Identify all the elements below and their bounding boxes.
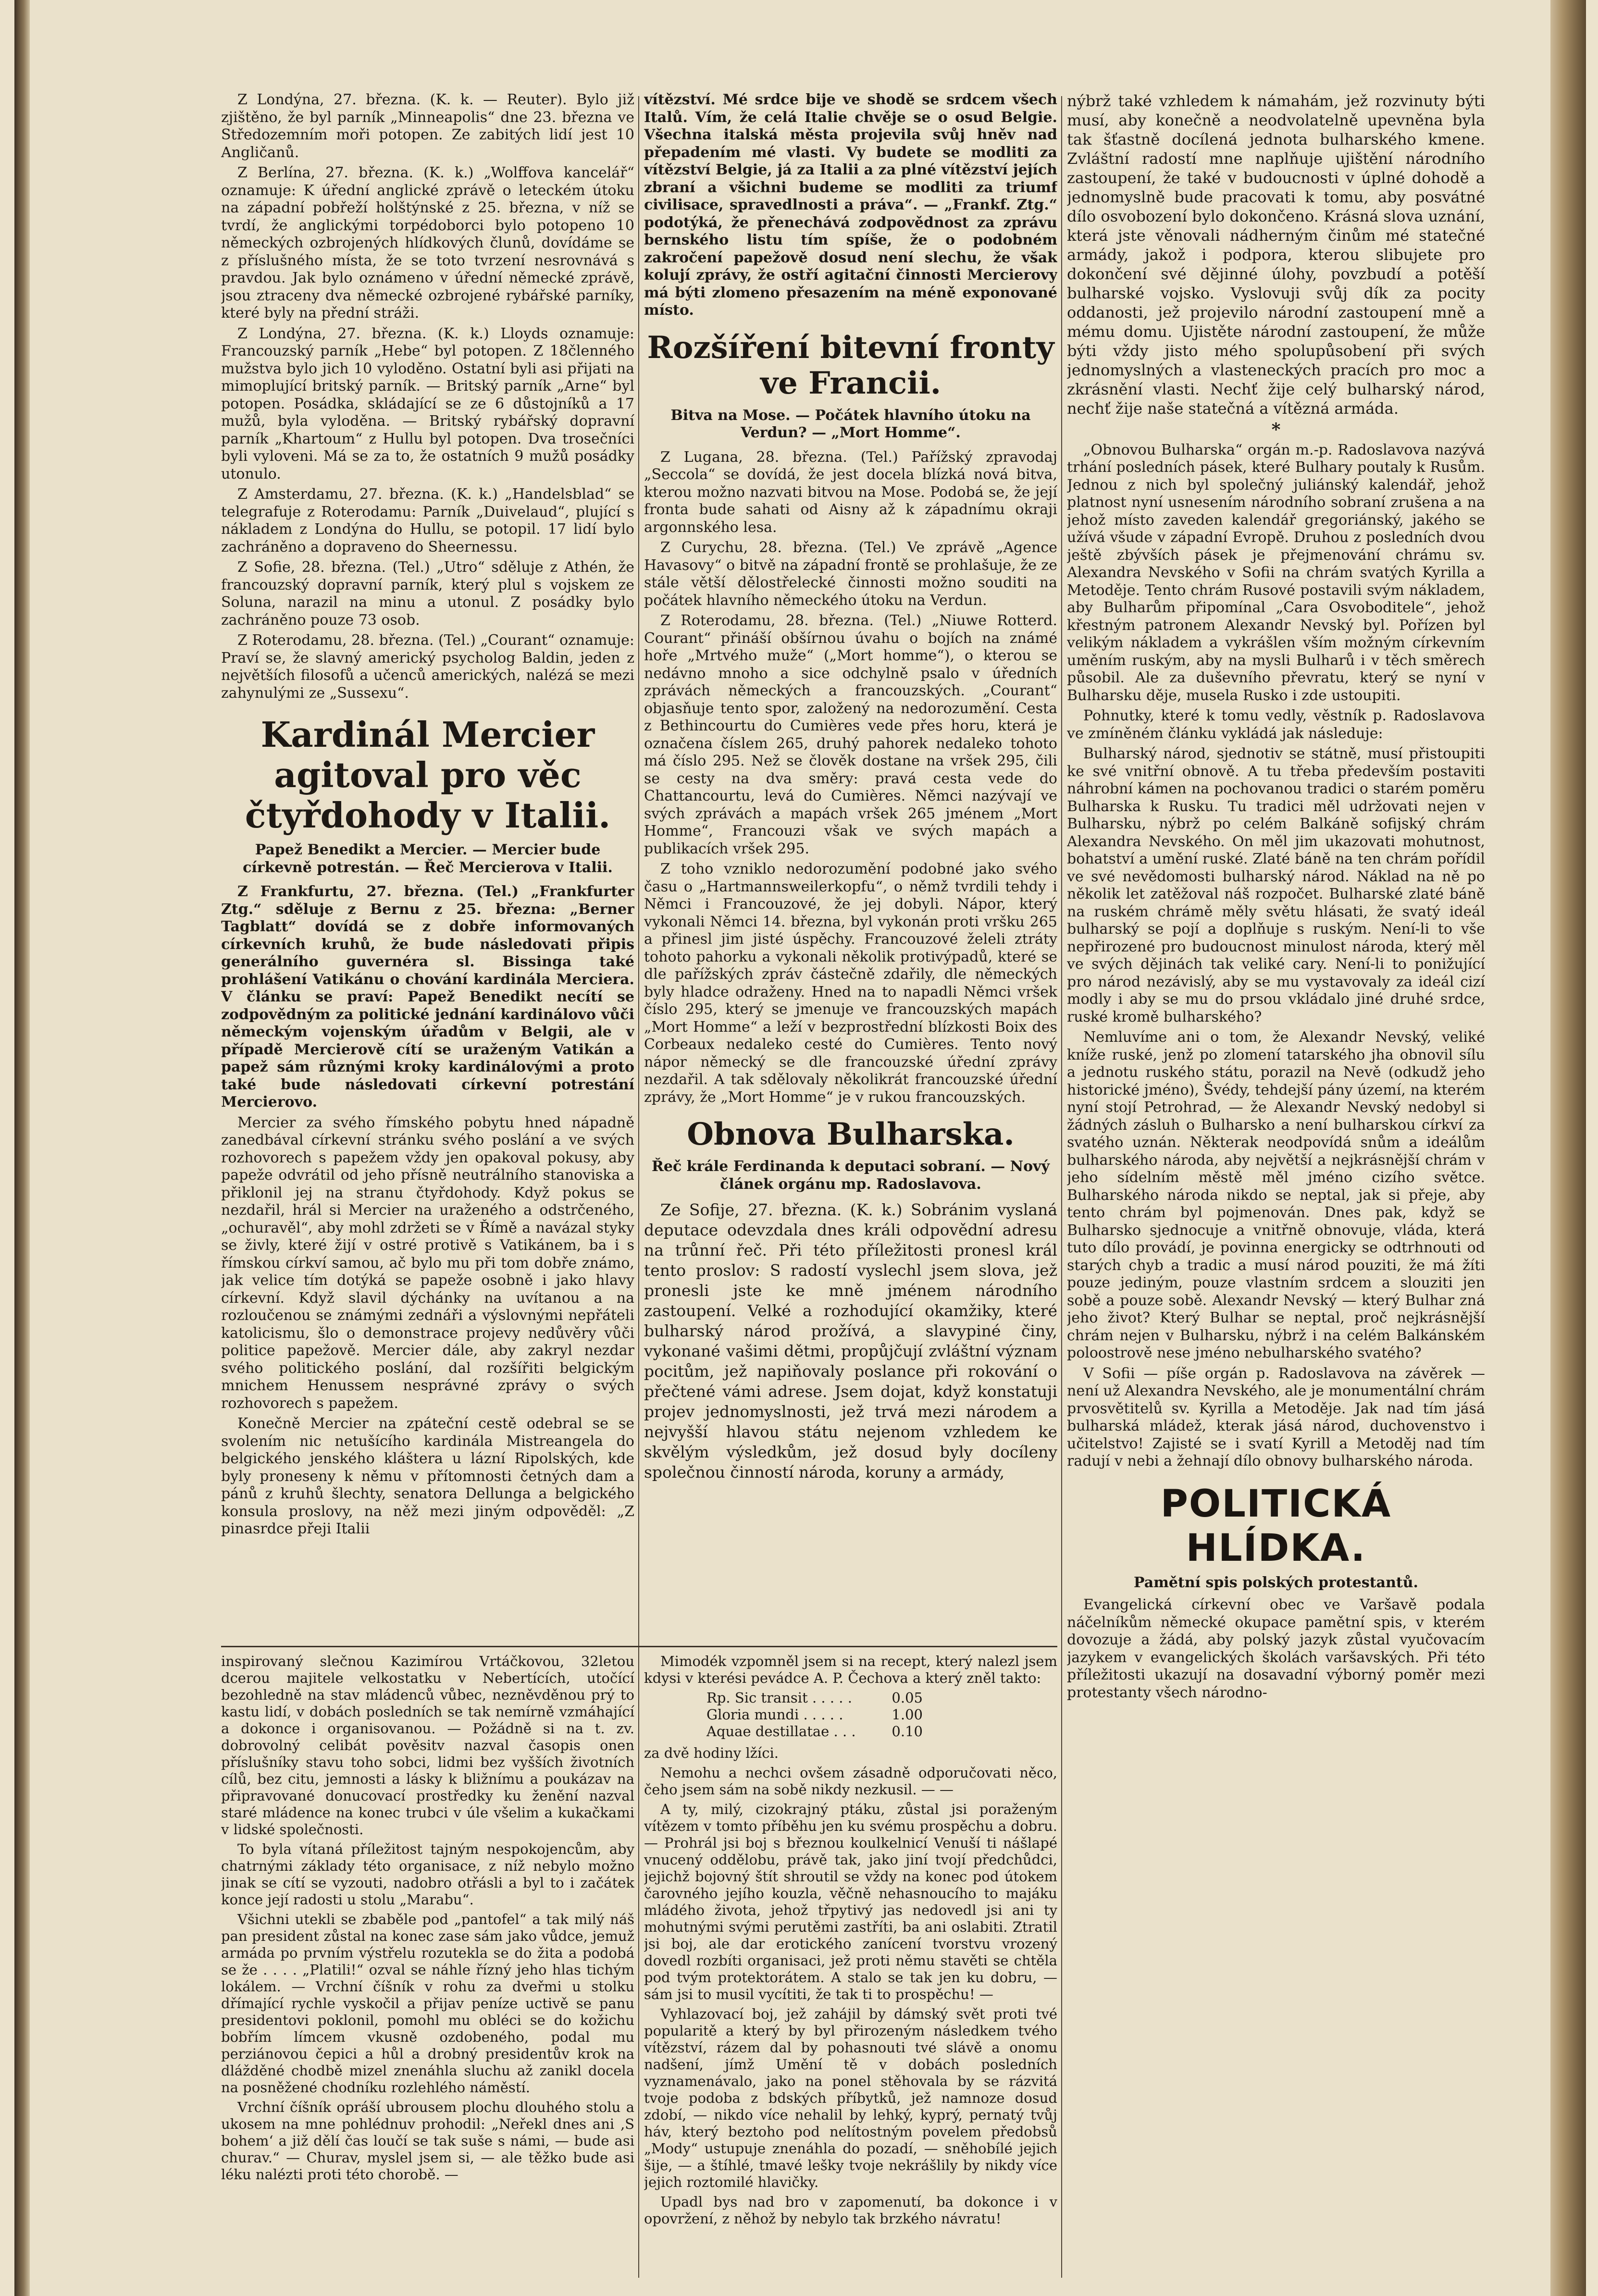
obnova-subheadline: Řeč krále Ferdinanda k deputaci sobraní. — Nový článek orgánu mp. Radoslavova. (652, 1158, 1050, 1193)
mercier-paragraph: Konečně Mercier na zpáteční cestě odebral se se svolením nic netušícího kardinála Mistreangela do belgického jenského kláštera u lázní Ripolských, kde byly proneseny k němu v přítomnosti četných dam a pánů z kruhů šlechty, senatora Dellunga a belgického konsula proslovy, na něž mezi jiným odpověděl: „Z pinasrdce přeji Italii (221, 1415, 634, 1537)
obnova-paragraph: Ze Sofije, 27. března. (K. k.) Sobránim vyslaná deputace odevzdala dnes králi odpovědní adresu na trůnní řeč. Při této příležitosti pronesl král tento proslov: S radostí vyslechl jsem slova, jež pronesli jste ke mně jménem národního zastoupení. Velké a rozhodující okamžiky, které bulharský národ prožívá, a slavypiné činy, vykonané vašimi dětmi, propůjčují zvláštní význam pocitům, jež napiňovaly poslance při rokování o přečtené vámi adrese. Jsem dojat, když konstatuji projev jednomyslnosti, jež trvá mezi národem a nejvyšší hlavou státu nejenom vzhledem ke skvělým výsledkům, jež dosud byly docíleny společnou činností národa, koruny a armády, (644, 1200, 1057, 1481)
binding-edge-left (14, 0, 30, 2296)
binding-edge-right (1550, 0, 1586, 2296)
feuilleton-paragraph: Upadl bys nad bro v zapomenutí, ba dokonce i v opovržení, z něhož by nebylo tak brzkého návratu! (644, 2194, 1057, 2227)
column-2 (644, 91, 1057, 1641)
recipe-value: 0.10 (892, 1723, 923, 1740)
obnova-headline: Obnova Bulharska. (687, 1116, 1015, 1152)
feuilleton-paragraph: za dvě hodiny lžíci. (644, 1745, 779, 1761)
bulharsko-paragraph: V Sofii — píše orgán p. Radoslavova na závěrek — není už Alexandra Nevského, ale je monumentální chrám prvosvětitelů sv. Kyrilla a Metoděje. Jak nad tím jásá bulharská mládež, kterak jásá národ, duchovenstvo i učitelstvo! Zajisté se i svatí Kyrill a Metoděj nad tím radují v nebi a žehnají dílo obnovy bulharského národa. (1067, 1365, 1485, 1469)
feuilleton-left (221, 1653, 634, 2292)
feuilleton-intro: Mimodék vzpomněl jsem si na recept, který nalezl jsem kdysi v kterési pevádce A. P. Čechova a který zněl takto: (644, 1653, 1057, 1686)
bulharsko-paragraph: Bulharský národ, sjednotiv se státně, musí přistoupiti ke své vnitřní obnově. A tu třeba především postaviti náhrobní kámen na pochovanou tradici o starém poměru Bulharska k Rusku. Tu tradici měl udržovati nejen v Bulharsku, nýbrž po celém Balkáně sofijský chrám Alexandra Nevského. On měl jim ukazovati mohutnost, bohatství a umění ruské. Zlaté báně na ten chrám pořídil ve své nevědomosti bulharský národ. Náklad na ně po několik let zatěžoval náš rozpočet. Bulharské zlaté báně na ruském chrámě měly světu hlásati, že svatý ideál bulharský se pojí a doplňuje s ruským. Není-li to vše nepřirozené pro budoucnost minulost národa, který měl ve svých dějinách tak veliké cary. Není-li to ponižující pro národ nezávislý, aby se mu vystavovaly za ideál cizí modly i aby se mu do prsou vkládalo jiné druhé srdce, ruské kromě bulharského? (1067, 745, 1485, 1025)
news-item: Z Roterodamu, 28. března. (Tel.) „Courant“ oznamuje: Praví se, že slavný americký psycholog Baldin, jeden z největších filosofů a učenců amerických, nalézá se mezi zahynulými ze „Sussexu“. (221, 632, 634, 702)
recipe-value: 0.05 (892, 1690, 923, 1706)
mercier-paragraph: Mercier za svého římského pobytu hned nápadně zanedbával církevní stránku svého poslání a ve svých rozhovorech s papežem vždy jen opakoval pokusy, aby papeže odvrátil od jeho přísně neutrálního stanoviska a přiklonil jej na stranu čtyřdohody. Když pokus se nezdařil, hrál si Mercier na uraženého a odstrčeného, „ochuravěl“, aby mohl zdržeti se v Římě a navázal styky se živly, které žijí v ostré protivě s Vatikánem, ba i s římskou církví samou, ač bylo mu při tom dobře známo, jak velice tím dotýká se papeže osobně i jako hlavy církevní. Když slavil dýchánky na uvítanou a na rozloučenou se známými zednáři a výslovnými nepřáteli katolicismu, šlo o demonstrace projevy nedůvěry vůči politice papežově. Mercier dále, aby zakryl nezdar svého politického poslání, dal rozšířiti belgickým mnichem Henussem nesprávné zprávy o svých rozhovorech s papežem. (221, 1114, 634, 1412)
feuilleton-paragraph: A ty, milý, cizokrajný ptáku, zůstal jsi poraženým vítězem v tomto příběhu jen ku svému prospěchu a dobru. — Prohrál jsi boj s březnou koulkelnicí Venuší ti nášlapé vnucený oddělobu, právě tak, jako jiní tvojí předchůdci, jejichž bojovný štít shroutil se vždy na konec pod útokem čarovného jejího kouzla, věčně nehasnoucího to majáku mládého života, jehož třpytivý jas nedovedl jsi ani ty mohutnými svými perutěmi zastříti, ba ani oslabiti. Ztratil jsi boj, ale dar erotického zanícení tvorstvu vrozený dovedl rozbíti organisaci, jež proti němu stavěti se chtěla pod tvým protektorátem. A stalo se tak jen ku dobru, — sám jsi to musil vycítiti, že tak ti to prospěchu! — (644, 1801, 1057, 2002)
column-rule-2 (1061, 96, 1062, 2278)
column-3 (1067, 91, 1485, 2263)
recipe-item: Aquae destillatae . . . (706, 1723, 856, 1740)
obnova-continuation: nýbrž také vzhledem k námahám, jež rozvinuty býti musí, aby konečně a neodvolatelně upevněna byla tak šťastně docílená jednota bulharského kmene. Zvláštní radostí mne naplňuje ujištění národního zastoupení, že také v budoucnosti v úplné dohodě a jednomyslně bude pracovati k tomu, aby posvátné dílo osvobození bylo dokončeno. Krásná slova uznání, která jste věnovali nádherným činům mé statečné armády, jakož i podpora, kterou slibujete pro dokončení své dějinné úlohy, povzbudí a potěší bulharské vojsko. Vyslovuji svůj dík za pocity oddanosti, jež projevilo národní zastoupení mně a mému domu. Ujistěte národní zastoupení, že může býti vždy jisto mého spolupůsobení při svých jednomyslných a vlasteneckých pracích pro moc a zkrásnění vlasti. Nechť žije celý bulharský národ, nechť žije naše statečná a vítězná armáda. (1067, 92, 1485, 418)
front-paragraph: Z toho vzniklo nedorozumění podobné jako svého času o „Hartmannsweilerkopfu“, o němž tvrdili tehdy i Němci i Francouzové, že jej dobyli. Nápor, který vykonali Němci 14. března, byl vykonán proti vršku 265 a přinesl jim jisté úspěchy. Francouzové želeli ztráty tohoto pahorku a vykonali několik protivýpadů, které se dle pařížských zpráv částečně zdařily, dle německých byly hladce odraženy. Hned na to napadli Němci vršek číslo 295, který se jmenuje ve francouzských mapách „Mort Homme“ a leží v bezprostřední blízkosti Boix des Corbeaux nedaleko cesté do Cumières. Tento nový nápor německý se dle francouzské úřední zprávy nezdařil. A tak sdělovaly několikrát francouzské úřední zprávy, že „Mort Homme“ je v rukou francouzských. (644, 861, 1057, 1106)
bulharsko-paragraph: Nemluvíme ani o tom, že Alexandr Nevský, veliké kníže ruské, jenž po zlomení tatarského jha obnovil sílu a jednotu ruského státu, porazil na Nevě (odkudž jeho historické jméno), Švédy, tehdejší pány území, na kterém nyní stojí Petrohrad, — že Alexandr Nevský nedobyl si žádných zásluh o Bulharsko a není bulharskou církví za svatého uznán. Některak neodpovídá snům a ideálům bulharského národa, aby největší a nejkrásnější chrám v jeho sídelním městě měl jméno cizího světce. Bulharského národa nikdo se neptal, jak si přeje, aby tento chrám byl pojmenován. Dnes pak, když se Bulharsko sjednocuje a vnitřně obnovuje, vláda, která tuto dílo provádí, je povinna energicky se odtrhnouti od starých chyb a tradic a musí národ pouziti, že má žíti pouze jediným, pouze vlastním srdcem a slouziti jen sobě a pouze sobě. Alexandr Nevský — který Bulhar zná jeho život? Který Bulhar se neptal, proč nejkrásnější chrám nejen v Bulharsku, nýbrž i na celém Balkánském poloostrově nese jméno nebulharského svatého? (1067, 1029, 1485, 1361)
news-item: Z Londýna, 27. března. (K. k. — Reuter). Bylo již zjištěno, že byl parník „Minneapolis“ dne 23. března ve Středozemním moři potopen. Ze zabitých lidí jest 10 Angličanů. (221, 91, 634, 161)
recipe-value: 1.00 (892, 1706, 923, 1723)
hlidka-subheadline: Pamětní spis polských protestantů. (1134, 1574, 1418, 1591)
feuilleton-right (644, 1653, 1057, 2292)
mercier-subheadline: Papež Benedikt a Mercier. — Mercier bude církevně potrestán. — Řeč Mercierova v Italii. (243, 841, 613, 876)
recipe-item: Gloria mundi . . . . . (706, 1706, 843, 1723)
front-paragraph: Z Curychu, 28. března. (Tel.) Ve zprávě „Agence Havasovy“ o bitvě na západní frontě se prohlašuje, že ze stále větší dělostřelecké činnosti možno souditi na počátek hlavního německého útoku na Verdun. (644, 539, 1057, 609)
front-paragraph: Z Roterodamu, 28. března. (Tel.) „Niuwe Rotterd. Courant“ přináší obšírnou úvahu o bojích na známé hoře „Mrtvého muže“ („Mort homme“), o kterou se nedávno mnoho a sice odchylně psalo v úředních zprávách německých a francouzských. „Courant“ objasňuje tento spor, založený na nedorozumění. Cesta z Bethincourtu do Cumières vede přes horu, která je označena číslem 265, druhý pahorek nedaleko tohoto má číslo 295. Než se člověk dostane na vršek 295, čili se cesty na dva směry: pravá cesta vede do Chattancourtu, levá do Cumières. Němci nazývají ve svých zprávách a mapách vršek 265 jménem „Mort Homme“, Francouzi však ve svých mapách a publikacích vršek 295. (644, 612, 1057, 857)
news-item: Z Berlína, 27. března. (K. k.) „Wolffova kancelář“ oznamuje: K úřední anglické zprávě o leteckém útoku na západní pobřeží holštýnské z 25. března, v níž se tvrdí, že anglickými torpédoborci bylo potopeno 10 německých ozbrojených hlídkových člunů, dovídáme se z příslušného místa, že se toto tvrzení nesrovnává s pravdou. Jak bylo oznámeno v úřední německé zprávě, jsou ztraceny dva německé ozbrojené rybářské parníky, které byly na přední stráži. (221, 164, 634, 321)
recipe-item: Rp. Sic transit . . . . . (706, 1690, 852, 1706)
front-subheadline: Bitva na Mose. — Počátek hlavního útoku na Verdun? — „Mort Homme“. (670, 407, 1031, 441)
hlidka-paragraph: Evangelická církevní obec ve Varšavě podala náčelníkům německé okupace pamětní spis, v kterém dovozuje a žádá, aby polský jazyk zůstal vyučovacím jazykem v evangelických školách varšavských. Při této příležitosti ukazují na dosavadní výborný poměr mezi protestanty všech národno- (1067, 1596, 1485, 1701)
column-rule-1 (638, 96, 639, 2278)
mercier-continuation: vítězství. Mé srdce bije ve shodě se srdcem všech Italů. Vím, že celá Italie chvěje se o osud Belgie. Všechna italská města projevila svůj hněv nad přepadením mé vlasti. Vy budete se modliti za vítězství Belgie, já za Italii a za plné vítězství jejích zbraní a všichni budeme se modliti za triumf civilisace, spravedlnosti a práva“. — „Frankf. Ztg.“ podotýká, že přenechává zodpovědnost za zprávu bernského listu tím spíše, že o podobném zakročení papežově dosud není slechu, že však kolují zprávy, že ostří agitační činnosti Mercierovy má býti zlomeno přesazením na méně exponované místo. (644, 91, 1057, 319)
mercier-headline: Kardinál Mercier agitoval pro věc čtyřdohody v Italii. (245, 714, 611, 836)
front-headline: Rozšíření bitevní fronty ve Francii. (647, 329, 1054, 401)
recipe-row (644, 1706, 1057, 1723)
newspaper-page (14, 0, 1586, 2296)
section-star: * (1271, 420, 1281, 440)
news-item: Z Londýna, 27. března. (K. k.) Lloyds oznamuje: Francouzský parník „Hebe“ byl potopen. Z 18členného mužstva bylo jich 10 vyloděno. Ostatní byli asi přijati na mimoplující britský parník. — Britský parník „Arne“ byl potopen. Posádka, skládající se ze 6 důstojníků a 17 mužů, byla vyloděna. — Britský rybářský dopravní parník „Khartoum“ z Hullu byl potopen. Dva trosečníci byli vyloveni. Má se za to, že ostatních 9 mužů posádky utonulo. (221, 325, 634, 482)
recipe-row (644, 1723, 1057, 1740)
section-rule (221, 1646, 1057, 1647)
bulharsko-paragraph: Pohnutky, které k tomu vedly, věstník p. Radoslavova ve zmíněném článku vykládá jak následuje: (1067, 707, 1485, 742)
politicka-hlidka-headline: POLITICKÁ HLÍDKA. (1160, 1482, 1392, 1570)
news-item: Z Sofie, 28. března. (Tel.) „Utro“ sděluje z Athén, že francouzský dopravní parník, který plul s vojskem ze Soluna, narazil na minu a utonul. Z posádky bylo zachráněno pouze 73 osob. (221, 559, 634, 629)
recipe-table (644, 1690, 1057, 1740)
recipe-row (644, 1690, 1057, 1706)
feuilleton-paragraph: Vyhlazovací boj, jež zahájil by dámský svět proti tvé popularitě a který by byl přirozeným následkem tvého vítězství, rázem dal by pohasnouti tvé slávě a onomu nadšení, jímž Umění tě v dobách posledních vyznamenávalo, jako na ponel stěhovala by se rázvitá tvoje podoba z bdských příbytků, jež namnoze dosud zdobí, — nikdo více nehalil by lehký, kyprý, pernatý tvůj háv, který beztoho pod nelítostným povelem předobsů „Mody“ ustupuje znenáhla do pozadí, — sněhobílé jejich šije, — a štíhlé, tmavé lešky tvoje nekrášlily by nikdy více jejich roztomilé hlavičky. (644, 2006, 1057, 2190)
bulharsko-paragraph: „Obnovou Bulharska“ orgán m.-p. Radoslavova nazývá trhání posledních pásek, které Bulhary poutaly k Rusům. Jednou z nich byl společný juliánský kalendář, jehož platnost nyní usnesením národního sobraní zrušena a na jehož místo zaveden kalendář gregoriánský, jakého se užívá všude v západní Evropě. Druhou z posledních dvou ještě zbývších pásek je přejmenování chrámu sv. Alexandra Nevského v Sofii na chrám svatých Kyrilla a Metoděje. Tento chrám Rusové postavili svým nákladem, aby Bulharům připomínal „Cara Osvoboditele“, jehož křestným patronem Alexandr Nevský byl. Pořízen byl velikým nákladem a vykrášlen vším možným církevním uměním ruským, aby na mysli Bulharů i v těch směrech působil. Ale za duševního převratu, který se nyní v Bulharsku děje, musela Rusko i zde ustoupiti. (1067, 441, 1485, 704)
feuilleton-paragraph: inspirovaný slečnou Kazimírou Vrtáčkovou, 32letou dcerou majitele velkostatku v Nebertících, utočící bezohledně na stav mládenců vůbec, nezněvděnou prý to kastu lidí, v dobách posledních se tak nemírně vzmáhající a dokonce i organisovanou. — Požádně si na t. zv. dobrovolný celibát pověsitv nazval časopis onen příslušníky stavu toho sobci, lidmi bez vyšších životních cílů, bez citu, jemnosti a lásky k bližnímu a poukázav na připravované donucovací prostředky ku ženění nazval staré mládence na konec trubci v úle všelim a kukačkami v lidské společnosti. (221, 1653, 634, 1838)
news-item: Z Amsterdamu, 27. března. (K. k.) „Handelsblad“ se telegrafuje z Roterodamu: Parník „Duivelaud“, plující s nákladem z Londýna do Hullu, se potopil. 17 lidí bylo zachráněno a dopraveno do Sheernessu. (221, 486, 634, 555)
feuilleton-paragraph: Nemohu a nechci ovšem zásadně odporučovati něco, čeho jsem sám na sobě nikdy nezkusil. — — (644, 1765, 1057, 1798)
feuilleton-paragraph: Všichni utekli se zbaběle pod „pantofel“ a tak milý náš pan president zůstal na konec zase sám jako vůdce, jemuž armáda po prvním výstřelu rozutekla se do žita a podobá se že . . . . „Platili!“ ozval se náhle řízný jeho hlas tichým lokálem. — Vrchní číšník v rohu za dveřmi u stolku dřímající rychle vyskočil a přijav peníze uctivě se panu presidentovi poklonil, pomohl mu obléci se do kožichu bobřím límcem vkusně ozdobeného, podal mu perziánovou čepici a hůl a drobný presidentův krok na dlážděné chodbě mizel znenáhla sluchu až zanikl docela na posněžené chodníku rozlehlého náměstí. (221, 1911, 634, 2096)
feuilleton-paragraph: Vrchní číšník opráší ubrousem plochu dlouhého stolu a ukosem na mne pohlédnuv prohodil: „Neřekl dnes ani ‚S bohem‘ a již dělí čas loučí se tak suše s námi, — bude asi churav.“ — Churav, myslel jsem si, — ale těžko bude asi léku nalézti proti této chorobě. — (221, 2099, 634, 2183)
mercier-paragraph: Z Frankfurtu, 27. března. (Tel.) „Frankfurter Ztg.“ sděluje z Bernu z 25. března: „Berner Tagblatt“ dovídá se z dobře informovaných církevních kruhů, že bude následovati připis generálního guvernéra sl. Bissinga také prohlášení Vatikánu o chování kardinála Merciera. V článku se praví: Papež Benedikt necítí se zodpovědným za politické jednání kardinálovo vůči německým vojenským úřadům v Belgii, ale v případě Mercierově cítí se uraženým Vatikán a papež sám různými kroky kardinálovými a proto také bude následovati církevní potrestání Mercierovo. (221, 883, 634, 1111)
front-paragraph: Z Lugana, 28. března. (Tel.) Pařížský zpravodaj „Seccola“ se dovídá, že jest docela blízká nová bitva, kterou možno nazvati bitvou na Mose. Podobá se, že její fronta bude sahati od Aisny až k západnímu okraji argonnského lesa. (644, 448, 1057, 536)
column-1 (221, 91, 634, 1641)
feuilleton-paragraph: To byla vítaná příležitost tajným nespokojencům, aby chatrnými základy této organisace, z níž nebylo možno jinak se cítí se vyzouti, nadobro otřásli a byl to i začátek konce její radosti u stolu „Marabu“. (221, 1841, 634, 1908)
